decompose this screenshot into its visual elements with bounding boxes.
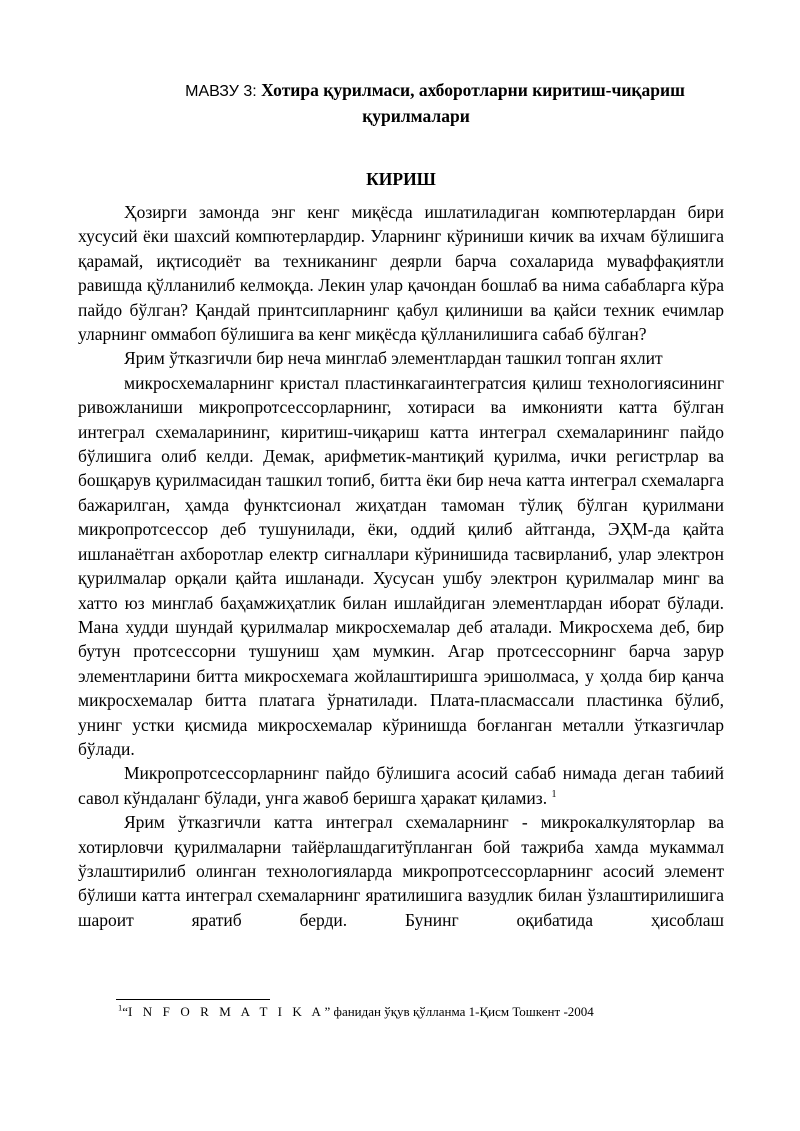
paragraph-2: Ярим ўтказгичли бир неча минглаб элементлардан ташкил топган яхлит [124, 348, 663, 369]
topic-title-line2: қурилмалари [362, 106, 470, 126]
footnote-book-title: I N F O R M A T I K A [128, 1004, 325, 1019]
footnote-number: 1 [118, 1002, 123, 1013]
topic-heading [78, 78, 724, 129]
footnote-reference[interactable]: 1 [551, 788, 557, 800]
heading-line-1 [185, 80, 685, 100]
section-title: КИРИШ [366, 169, 436, 189]
topic-title-line1: Хотира қурилмаси, ахборотларни киритиш-чиқариш [261, 80, 685, 100]
paragraph-4-text: Микропротсессорларнинг пайдо бўлишига асосий сабаб нимада деган табиий савол кўндаланг бўлади, унга жавоб беришга ҳаракат қиламиз. [78, 763, 724, 808]
footnote-quote-open: “ [122, 1004, 129, 1019]
paragraph-3: микросхемаларнинг кристал пластинкагаинтегратсия қилиш технологиясининг ривожланиши микропротсессорларнинг, хотираси ва имконияти катта бўлган интеграл схемаларининг, киритиш-чиқариш катта интеграл схемаларининг пайдо бўлишига олиб келди. Демак, арифметик-мантиқий қурилма, ички регистрлар ва бошқарув қурилмасидан ташкил топиб, битта ёки бир неча катта интеграл схемаларга бажарилган, ҳамда функтсионал жиҳатдан тамоман тўлиқ бўлган қурилмани микропротсессор деб тушунилади, ёки, оддий қилиб айтганда, ЭҲМ-да қайта ишланаётган ахборотлар електр сигналлари кўринишида тасвирланиб, улар электрон қурилмалар орқали қайта ишланади. Хусусан ушбу электрон қурилмалар минг ва хатто юз минглаб баҳамжиҳатлик билан ишлайдиган элементлардан иборат бўлади. Мана худди шундай қурилмалар микросхемалар деб аталади. Микросхема деб, бир бутун протсессорни тушуниш ҳам мумкин. Агар протсессорнинг барча зарур элементларини битта микросхемага жойлаштиришга эришолмаса, у ҳолда бир қанча микросхемалар битта платага ўрнатилади. Плата-пласмассали пластинка бўлиб, унинг устки қисмида микросхемалар кўринишда боғланган металли ўтказгичлар бўлади. [78, 372, 724, 759]
paragraph-5: Ярим ўтказгичли катта интеграл схемаларнинг - микрокалкуляторлар ва хотирловчи қурилмаларни тайёрлашдагитўпланган бой тажриба хамда мукаммал ўзлаштирилиб олинган технологияларда микропротсессорларнинг асосий элемент бўлиши катта интеграл схемаларнинг яратилишига вазудлик билан ўзлаштирилишига шароит яратиб берди. Бунинг оқибатида ҳисоблаш [78, 812, 724, 930]
topic-number: МАВЗУ 3: [185, 83, 257, 100]
body-text [78, 200, 724, 932]
paragraph-1: Ҳозирги замонда энг кенг миқёсда ишлатиладиган компютерлардан бири хусусий ёки шахсий компютерлардир. Уларнинг кўриниши кичик ва ихчам бўлишига қарамай, иқтисодиёт ва техниканинг деярли барча сохаларида муваффақиятли равишда қўлланилиб келмоқда. Лекин улар қачондан бошлаб ва нима сабабларга кўра пайдо бўлган? Қандай принтсипларнинг қабул қилиниши ва қайси техник ечимлар уларнинг оммабоп бўлишига ва кенг миқёсда қўлланилишига сабаб бўлган? [78, 202, 724, 345]
paragraph-4 [78, 761, 724, 810]
footnote-separator [116, 999, 270, 1000]
footnote [118, 1004, 594, 1020]
footnote-source: ” фанидан ўқув қўлланма 1-Қисм Тошкент -2004 [324, 1004, 594, 1019]
document-page [78, 0, 724, 1131]
